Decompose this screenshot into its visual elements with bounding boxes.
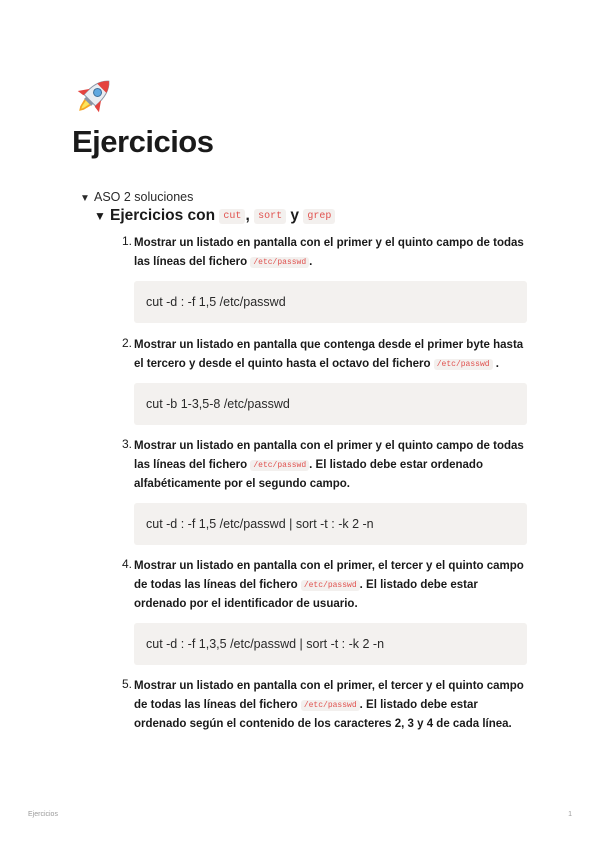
footer-title: Ejercicios — [28, 811, 58, 818]
code-block-answer: cut -d : -f 1,3,5 /etc/passwd | sort -t : -k 2 -n — [134, 623, 527, 665]
exercise-item-1 — [116, 234, 536, 323]
question-text: Mostrar un listado en pantalla con el primer y el quinto campo de todas las líneas del fichero — [134, 237, 524, 268]
exercise-item-2 — [116, 336, 536, 425]
rocket-icon — [70, 72, 118, 120]
question-text: Mostrar un listado en pantalla con el primer, el tercer y el quinto campo de todas las líneas del fichero — [134, 680, 524, 711]
exercise-question — [134, 234, 529, 272]
exercise-item-5 — [116, 677, 536, 734]
toggle-label: ASO 2 soluciones — [94, 190, 194, 204]
inline-code-path: /etc/passwd — [301, 580, 360, 591]
toggle-triangle-icon[interactable]: ▼ — [80, 193, 90, 204]
inline-code-cut: cut — [219, 209, 245, 224]
inline-code-path: /etc/passwd — [250, 460, 309, 471]
exercise-number: 1. — [121, 234, 132, 248]
exercise-question — [134, 336, 529, 374]
exercise-number: 3. — [121, 437, 132, 451]
exercise-question — [134, 677, 529, 734]
code-block-answer: cut -d : -f 1,5 /etc/passwd | sort -t : -k 2 -n — [134, 503, 527, 545]
heading-text: Ejercicios con — [110, 207, 216, 224]
inline-code-path: /etc/passwd — [301, 700, 360, 711]
toggle-ejercicios-heading[interactable] — [94, 207, 335, 225]
heading-comma: , — [245, 207, 250, 224]
heading-y: y — [290, 207, 300, 224]
exercise-question — [134, 437, 529, 494]
code-block-answer: cut -b 1-3,5-8 /etc/passwd — [134, 383, 527, 425]
inline-code-sort: sort — [254, 209, 286, 224]
question-text-end: . El listado debe estar ordenado según el contenido de los caracteres 2, 3 y 4 de cada línea. — [134, 699, 512, 730]
toggle-triangle-icon[interactable]: ▼ — [94, 209, 106, 223]
question-text: Mostrar un listado en pantalla con el primer y el quinto campo de todas las líneas del fichero — [134, 440, 524, 471]
exercise-number: 2. — [121, 336, 132, 350]
exercise-number: 5. — [121, 677, 132, 691]
toggle-aso-soluciones[interactable] — [80, 190, 193, 204]
footer-page-number: 1 — [568, 811, 572, 818]
exercise-number: 4. — [121, 557, 132, 571]
inline-code-path: /etc/passwd — [434, 359, 493, 370]
question-text: Mostrar un listado en pantalla que contenga desde el primer byte hasta el tercero y desde el quinto hasta el octavo del fichero — [134, 339, 524, 370]
question-text: Mostrar un listado en pantalla con el primer, el tercer y el quinto campo de todas las líneas del fichero — [134, 560, 524, 591]
inline-code-grep: grep — [303, 209, 335, 224]
question-text-end: . — [495, 358, 499, 370]
exercise-question — [134, 557, 529, 614]
inline-code-path: /etc/passwd — [250, 257, 309, 268]
question-text-end: . — [309, 256, 313, 268]
exercise-item-4 — [116, 557, 536, 665]
exercise-list — [116, 234, 536, 734]
code-block-answer: cut -d : -f 1,5 /etc/passwd — [134, 281, 527, 323]
page-title: Ejercicios — [72, 124, 214, 159]
question-text-end: . El listado debe estar ordenado por el identificador de usuario. — [134, 579, 478, 610]
question-text-end: . El listado debe estar ordenado alfabéticamente por el segundo campo. — [134, 459, 483, 490]
exercise-item-3 — [116, 437, 536, 545]
